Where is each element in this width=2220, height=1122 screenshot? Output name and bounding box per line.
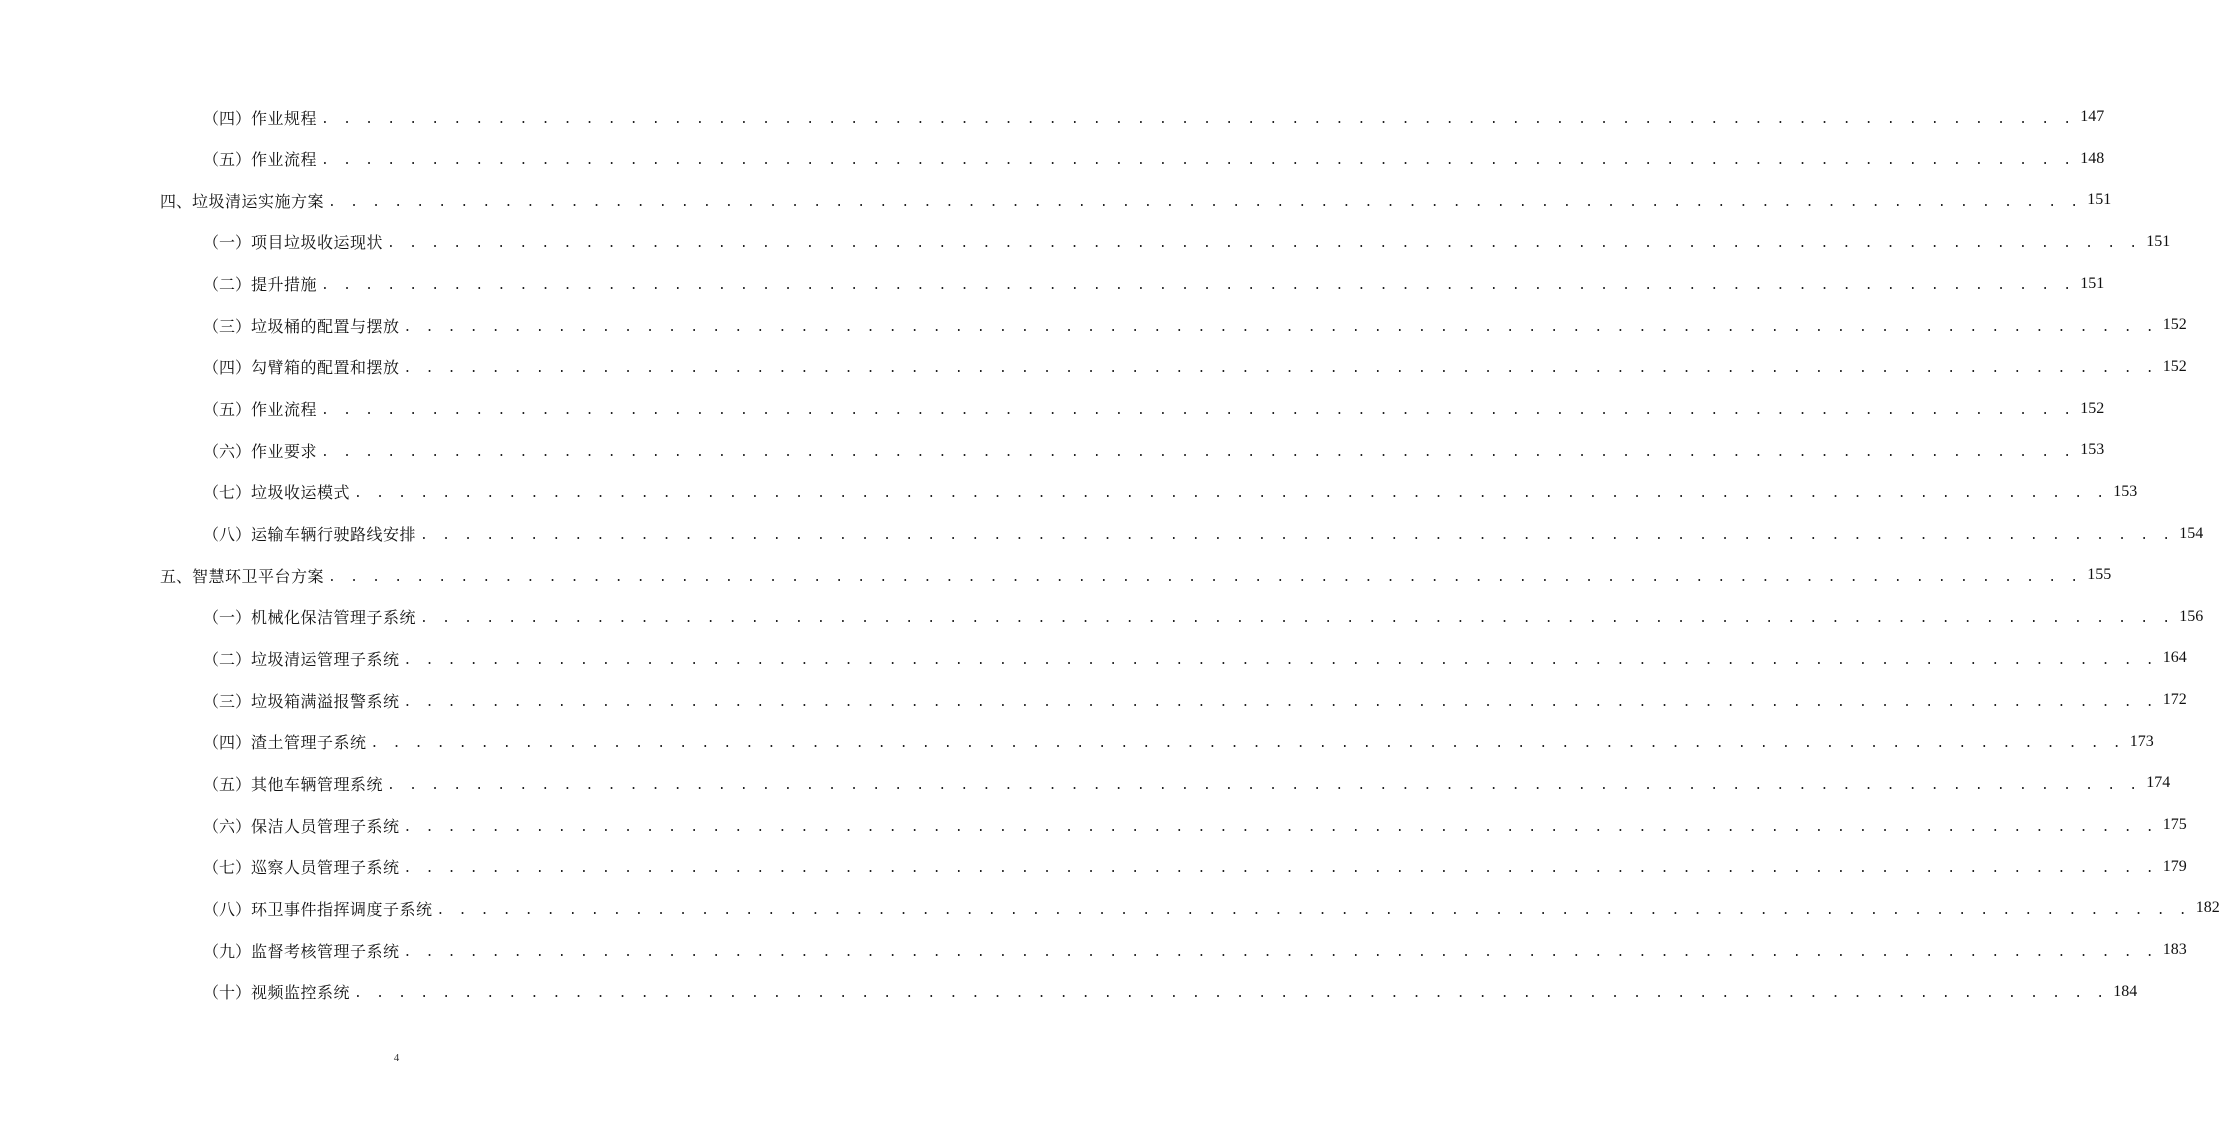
toc-dot-leader: . . . . . . . . . . . . . . . . . . . . . . . . . . . . . . . . . . . . . . . . . . . . . . . . . . . . . . . . . . . . . . . . . . . . . . . . . . . . . . . . (321, 111, 2075, 127)
toc-subsection-entry[interactable] (203, 270, 2105, 298)
toc-entry-page-number: 148 (2080, 149, 2105, 167)
toc-entry-page-number: 183 (2162, 941, 2187, 958)
toc-entry-number: （六） (203, 441, 252, 461)
toc-entry-page-number: 156 (2179, 607, 2204, 625)
toc-entry-title: 勾臂箱的配置和摆放 (251, 358, 400, 378)
toc-entry-title: 机械化保洁管理子系统 (251, 608, 417, 628)
toc-entry-title: 其他车辆管理系统 (251, 774, 384, 794)
page-number: 4 (393, 1052, 400, 1064)
toc-dot-leader: . . . . . . . . . . . . . . . . . . . . . . . . . . . . . . . . . . . . . . . . . . . . . . . . . . . . . . . . . . . . . . . . . . . . . . . . . . . . . . . . (387, 777, 2141, 793)
toc-subsection-entry[interactable] (203, 228, 2171, 256)
toc-entry-page-number: 151 (2146, 232, 2171, 250)
toc-dot-leader: . . . . . . . . . . . . . . . . . . . . . . . . . . . . . . . . . . . . . . . . . . . . . . . . . . . . . . . . . . . . . . . . . . . . . . . . . . . . . . . . (354, 986, 2108, 1002)
toc-subsection-entry[interactable] (203, 311, 2187, 339)
toc-entry-title: 作业规程 (251, 108, 318, 128)
toc-entry-number: （一） (203, 233, 252, 253)
toc-entry-number: （八） (203, 525, 252, 544)
toc-subsection-entry[interactable] (203, 478, 2138, 506)
toc-dot-leader: . . . . . . . . . . . . . . . . . . . . . . . . . . . . . . . . . . . . . . . . . . . . . . . . . . . . . . . . . . . . . . . . . . . . . . . . . . . . . . . . (321, 153, 2075, 169)
toc-entry-number: （三） (203, 316, 252, 336)
toc-entry-number: （九） (203, 941, 252, 961)
toc-subsection-entry[interactable] (203, 894, 2220, 922)
toc-entry-title: 作业流程 (251, 150, 318, 170)
toc-subsection-entry[interactable] (203, 978, 2138, 1006)
toc-entry-title: 垃圾清运管理子系统 (251, 649, 400, 669)
toc-entry-page-number: 155 (2087, 566, 2112, 584)
toc-dot-leader: . . . . . . . . . . . . . . . . . . . . . . . . . . . . . . . . . . . . . . . . . . . . . . . . . . . . . . . . . . . . . . . . . . . . . . . . . . . . . . . . (321, 278, 2075, 294)
toc-entry-page-number: 184 (2113, 982, 2138, 1000)
toc-entry-number: （四） (203, 733, 252, 753)
toc-entry-number: （一） (203, 608, 252, 628)
toc-entry-page-number: 153 (2113, 482, 2138, 500)
toc-dot-leader: . . . . . . . . . . . . . . . . . . . . . . . . . . . . . . . . . . . . . . . . . . . . . . . . . . . . . . . . . . . . . . . . . . . . . . . . . . . . . . . . (403, 652, 2157, 668)
toc-entry-number: （六） (203, 816, 252, 836)
toc-section-entry[interactable] (160, 186, 2112, 214)
toc-subsection-entry[interactable] (203, 395, 2105, 423)
toc-entry-page-number: 152 (2080, 399, 2105, 417)
toc-subsection-entry[interactable] (203, 103, 2105, 131)
toc-entry-page-number: 151 (2087, 191, 2112, 209)
toc-entry-page-number: 173 (2129, 732, 2154, 750)
toc-subsection-entry[interactable] (203, 811, 2187, 839)
toc-dot-leader: . . . . . . . . . . . . . . . . . . . . . . . . . . . . . . . . . . . . . . . . . . . . . . . . . . . . . . . . . . . . . . . . . . . . . . . . . . . . . . . . (354, 486, 2108, 502)
toc-section-entry[interactable] (160, 561, 2112, 589)
toc-dot-leader: . . . . . . . . . . . . . . . . . . . . . . . . . . . . . . . . . . . . . . . . . . . . . . . . . . . . . . . . . . . . . . . . . . . . . . . . . . . . . . . . (403, 361, 2157, 377)
toc-entry-title: 运输车辆行驶路线安排 (251, 525, 417, 544)
toc-entry-number: 五、 (160, 566, 193, 586)
toc-subsection-entry[interactable] (203, 853, 2187, 881)
toc-entry-title: 智慧环卫平台方案 (192, 566, 325, 586)
toc-entry-number: （五） (203, 774, 252, 794)
toc-subsection-entry[interactable] (203, 520, 2204, 548)
toc-entry-page-number: 153 (2080, 441, 2105, 459)
toc-entry-title: 作业要求 (251, 441, 318, 461)
toc-entry-title: 环卫事件指挥调度子系统 (251, 899, 433, 919)
toc-dot-leader: . . . . . . . . . . . . . . . . . . . . . . . . . . . . . . . . . . . . . . . . . . . . . . . . . . . . . . . . . . . . . . . . . . . . . . . . . . . . . . . . (403, 861, 2157, 877)
toc-dot-leader: . . . . . . . . . . . . . . . . . . . . . . . . . . . . . . . . . . . . . . . . . . . . . . . . . . . . . . . . . . . . . . . . . . . . . . . . . . . . . . . . (403, 819, 2157, 835)
toc-entry-number: （五） (203, 150, 252, 170)
toc-entry-title: 提升措施 (251, 275, 318, 295)
toc-dot-leader: . . . . . . . . . . . . . . . . . . . . . . . . . . . . . . . . . . . . . . . . . . . . . . . . . . . . . . . . . . . . . . . . . . . . . . . . . . . . . . . . (403, 944, 2157, 960)
toc-entry-title: 作业流程 (251, 400, 318, 420)
toc-entry-number: （八） (203, 899, 252, 919)
toc-subsection-entry[interactable] (203, 728, 2154, 756)
toc-dot-leader: . . . . . . . . . . . . . . . . . . . . . . . . . . . . . . . . . . . . . . . . . . . . . . . . . . . . . . . . . . . . . . . . . . . . . . . . . . . . . . . . (420, 611, 2174, 627)
toc-subsection-entry[interactable] (203, 436, 2105, 464)
toc-dot-leader: . . . . . . . . . . . . . . . . . . . . . . . . . . . . . . . . . . . . . . . . . . . . . . . . . . . . . . . . . . . . . . . . . . . . . . . . . . . . . . . . (370, 736, 2124, 752)
toc-dot-leader: . . . . . . . . . . . . . . . . . . . . . . . . . . . . . . . . . . . . . . . . . . . . . . . . . . . . . . . . . . . . . . . . . . . . . . . . . . . . . . . . (387, 236, 2141, 252)
toc-subsection-entry[interactable] (203, 353, 2187, 381)
toc-entry-number: （四） (203, 108, 252, 128)
toc-dot-leader: . . . . . . . . . . . . . . . . . . . . . . . . . . . . . . . . . . . . . . . . . . . . . . . . . . . . . . . . . . . . . . . . . . . . . . . . . . . . . . . . (328, 569, 2082, 585)
toc-dot-leader: . . . . . . . . . . . . . . . . . . . . . . . . . . . . . . . . . . . . . . . . . . . . . . . . . . . . . . . . . . . . . . . . . . . . . . . . . . . . . . . . (321, 444, 2075, 460)
toc-dot-leader: . . . . . . . . . . . . . . . . . . . . . . . . . . . . . . . . . . . . . . . . . . . . . . . . . . . . . . . . . . . . . . . . . . . . . . . . . . . . . . . . (321, 403, 2075, 419)
toc-entry-title: 视频监控系统 (251, 983, 351, 1003)
toc-dot-leader: . . . . . . . . . . . . . . . . . . . . . . . . . . . . . . . . . . . . . . . . . . . . . . . . . . . . . . . . . . . . . . . . . . . . . . . . . . . . . . . . (403, 319, 2157, 335)
toc-entry-number: （二） (203, 649, 252, 669)
toc-dot-leader: . . . . . . . . . . . . . . . . . . . . . . . . . . . . . . . . . . . . . . . . . . . . . . . . . . . . . . . . . . . . . . . . . . . . . . . . . . . . . . . . (328, 194, 2082, 210)
toc-entry-number: （二） (203, 275, 252, 295)
toc-entry-title: 巡察人员管理子系统 (251, 858, 400, 878)
toc-entry-page-number: 179 (2162, 857, 2187, 875)
toc-entry-title: 渣土管理子系统 (251, 733, 367, 753)
toc-entry-page-number: 147 (2080, 108, 2105, 125)
toc-entry-number: （四） (203, 358, 252, 378)
toc-entry-number: （七） (203, 858, 252, 878)
toc-entry-number: （十） (203, 983, 252, 1003)
toc-subsection-entry[interactable] (203, 603, 2204, 631)
toc-entry-number: 四、 (160, 191, 193, 211)
toc-dot-leader: . . . . . . . . . . . . . . . . . . . . . . . . . . . . . . . . . . . . . . . . . . . . . . . . . . . . . . . . . . . . . . . . . . . . . . . . . . . . . . . . (436, 902, 2190, 918)
toc-subsection-entry[interactable] (203, 769, 2171, 797)
toc-entry-title: 保洁人员管理子系统 (251, 816, 400, 836)
toc-entry-page-number: 154 (2179, 524, 2204, 542)
toc-entry-title: 垃圾清运实施方案 (192, 191, 325, 211)
toc-subsection-entry[interactable] (203, 686, 2187, 714)
toc-entry-number: （七） (203, 483, 252, 503)
toc-entry-page-number: 174 (2146, 774, 2171, 792)
toc-subsection-entry[interactable] (203, 145, 2105, 173)
toc-entry-title: 监督考核管理子系统 (251, 941, 400, 961)
toc-entry-page-number: 151 (2080, 274, 2105, 292)
toc-subsection-entry[interactable] (203, 936, 2187, 964)
toc-dot-leader: . . . . . . . . . . . . . . . . . . . . . . . . . . . . . . . . . . . . . . . . . . . . . . . . . . . . . . . . . . . . . . . . . . . . . . . . . . . . . . . . (420, 528, 2174, 543)
toc-entry-page-number: 164 (2162, 649, 2187, 667)
toc-entry-number: （五） (203, 400, 252, 420)
toc-entry-title: 垃圾桶的配置与摆放 (251, 316, 400, 336)
toc-entry-page-number: 152 (2162, 316, 2187, 334)
toc-entry-page-number: 172 (2162, 691, 2187, 709)
toc-subsection-entry[interactable] (203, 644, 2187, 672)
toc-entry-number: （三） (203, 691, 252, 711)
toc-dot-leader: . . . . . . . . . . . . . . . . . . . . . . . . . . . . . . . . . . . . . . . . . . . . . . . . . . . . . . . . . . . . . . . . . . . . . . . . . . . . . . . . (403, 694, 2157, 710)
toc-entry-title: 垃圾收运模式 (251, 483, 351, 503)
toc-entry-page-number: 182 (2195, 899, 2220, 917)
toc-entry-title: 项目垃圾收运现状 (251, 233, 384, 253)
toc-entry-title: 垃圾箱满溢报警系统 (251, 691, 400, 711)
toc-entry-page-number: 152 (2162, 357, 2187, 375)
toc-entry-page-number: 175 (2162, 816, 2187, 834)
